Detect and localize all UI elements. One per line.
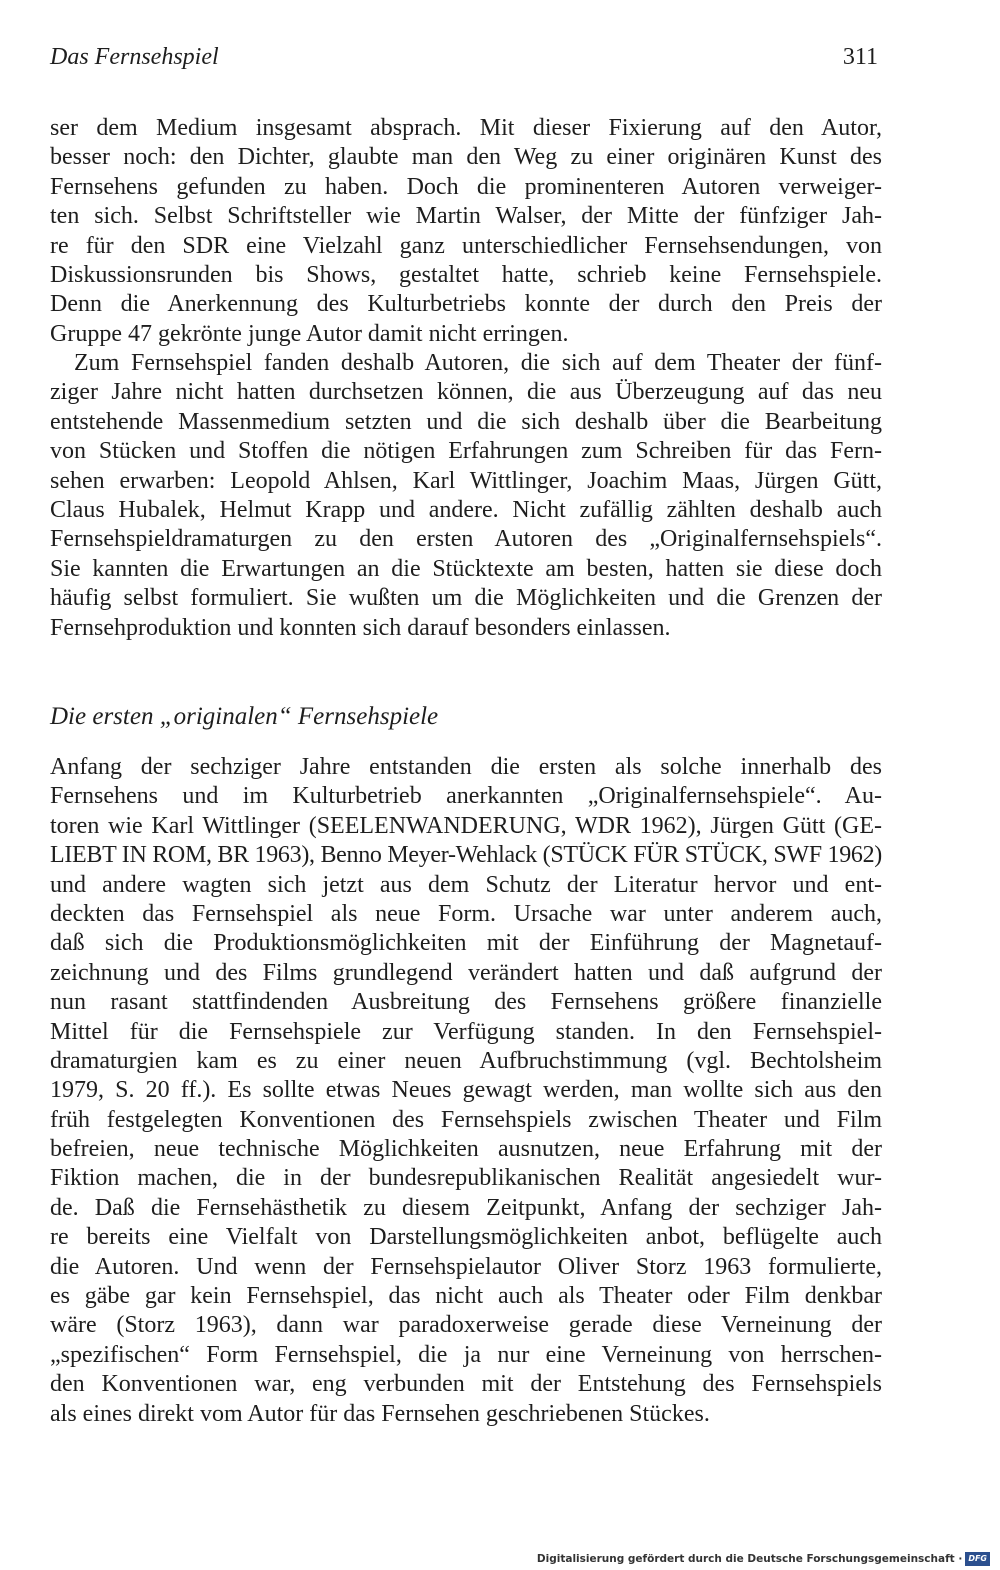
text-line: deckten das Fernsehspiel als neue Form. Ursache war unter anderem auch, <box>50 900 882 927</box>
text-line: sehen erwarben: Leopold Ahlsen, Karl Wittlinger, Joachim Maas, Jürgen Gütt, <box>50 467 882 494</box>
text-line: Zum Fernsehspiel fanden deshalb Autoren, die sich auf dem Theater der fünf- <box>74 350 882 376</box>
dfg-logo-icon: DFG <box>965 1552 990 1566</box>
text-line: die Autoren. Und wenn der Fernsehspielautor Oliver Storz 1963 formulierte, <box>50 1253 882 1280</box>
text-line: Fiktion machen, die in der bundesrepublikanischen Realität angesiedelt wur- <box>50 1165 882 1192</box>
text-line: re bereits eine Vielfalt von Darstellungsmöglichkeiten anbot, beflügelte auch <box>50 1224 882 1251</box>
text-line: dramaturgien kam es zu einer neuen Aufbruchstimmung (vgl. Bechtolsheim <box>50 1047 882 1074</box>
text-line: befreien, neue technische Möglichkeiten ausnutzen, neue Erfahrung mit der <box>50 1136 882 1163</box>
text-line: 1979, S. 20 ff.). Es sollte etwas Neues gewagt werden, man wollte sich aus den <box>50 1077 882 1104</box>
text-line: re für den SDR eine Vielzahl ganz unterschiedlicher Fernsehsendungen, von <box>50 232 882 259</box>
text-line: Fernsehproduktion und konnten sich darauf besonders einlassen. <box>50 614 671 641</box>
text-line: Fernsehspieldramaturgen zu den ersten Autoren des „Originalfernsehspiels“. <box>50 526 882 553</box>
text-line: Gruppe 47 gekrönte junge Autor damit nicht erringen. <box>50 320 569 347</box>
page-header <box>50 44 878 78</box>
text-line: de. Daß die Fernsehästhetik zu diesem Zeitpunkt, Anfang der sechziger Jah- <box>50 1194 882 1221</box>
text-line: Diskussionsrunden bis Shows, gestaltet hatte, schrieb keine Fernsehspiele. <box>50 261 882 288</box>
page-number: 311 <box>842 44 878 70</box>
text-line: Claus Hubalek, Helmut Krapp und andere. Nicht zufällig zählten deshalb auch <box>50 496 882 523</box>
credit-text: Digitalisierung gefördert durch die Deutsche Forschungsgemeinschaft · <box>536 1553 963 1565</box>
text-line: als eines direkt vom Autor für das Fernsehen geschriebenen Stückes. <box>50 1400 710 1427</box>
digitization-credit <box>537 1552 990 1566</box>
running-title: Das Fernsehspiel <box>50 44 219 70</box>
text-line: und andere wagten sich jetzt aus dem Schutz der Literatur hervor und ent- <box>50 871 882 898</box>
text-line: wäre (Storz 1963), dann war paradoxerweise gerade diese Verneinung der <box>50 1312 882 1339</box>
text-line: häufig selbst formuliert. Sie wußten um die Möglichkeiten und die Grenzen der <box>50 585 882 612</box>
text-line: daß sich die Produktionsmöglichkeiten mit der Einführung der Magnetauf- <box>50 930 882 957</box>
text-line: Mittel für die Fernsehspiele zur Verfügung standen. In den Fernsehspiel- <box>50 1018 882 1045</box>
text-line: toren wie Karl Wittlinger (SEELENWANDERUNG, WDR 1962), Jürgen Gütt (GE- <box>50 812 882 839</box>
text-line: Fernsehens und im Kulturbetrieb anerkannten „Originalfernsehspiele“. Au- <box>50 783 882 810</box>
text-line: nun rasant stattfindenden Ausbreitung des Fernsehens größere finanzielle <box>50 989 882 1016</box>
text-line: entstehende Massenmedium setzten und die sich deshalb über die Bearbeitung <box>50 408 882 435</box>
text-line: „spezifischen“ Form Fernsehspiel, die ja nur eine Verneinung von herrschen- <box>50 1341 882 1368</box>
paragraph-1 <box>50 114 882 349</box>
paragraph-2 <box>50 349 882 643</box>
text-line: ten sich. Selbst Schriftsteller wie Martin Walser, der Mitte der fünfziger Jah- <box>50 203 882 230</box>
text-line: von Stücken und Stoffen die nötigen Erfahrungen zum Schreiben für das Fern- <box>50 438 882 465</box>
text-line: den Konventionen war, eng verbunden mit der Entstehung des Fernsehspiels <box>50 1371 882 1398</box>
text-line: früh festgelegten Konventionen des Fernsehspiels zwischen Theater und Film <box>50 1106 882 1133</box>
paragraph-3 <box>50 753 882 1429</box>
section-heading: Die ersten „originalen“ Fernsehspiele <box>50 703 439 730</box>
text-line: Sie kannten die Erwartungen an die Stücktexte am besten, hatten sie diese doch <box>50 555 882 582</box>
text-line: besser noch: den Dichter, glaubte man den Weg zu einer originären Kunst des <box>50 144 882 171</box>
text-line: zeichnung und des Films grundlegend verändert hatten und daß aufgrund der <box>50 959 882 986</box>
text-line: Fernsehens gefunden zu haben. Doch die prominenteren Autoren verweiger- <box>50 173 882 200</box>
text-line: ziger Jahre nicht hatten durchsetzen können, die aus Überzeugung auf das neu <box>50 379 882 406</box>
text-line: LIEBT IN ROM, BR 1963), Benno Meyer-Wehlack (STÜCK FÜR STÜCK, SWF 1962) <box>50 842 882 869</box>
text-line: Denn die Anerkennung des Kulturbetriebs konnte der durch den Preis der <box>50 291 882 318</box>
text-line: ser dem Medium insgesamt absprach. Mit dieser Fixierung auf den Autor, <box>50 115 882 141</box>
text-line: Anfang der sechziger Jahre entstanden die ersten als solche innerhalb des <box>50 754 882 780</box>
text-line: es gäbe gar kein Fernsehspiel, das nicht auch als Theater oder Film denkbar <box>50 1283 882 1310</box>
